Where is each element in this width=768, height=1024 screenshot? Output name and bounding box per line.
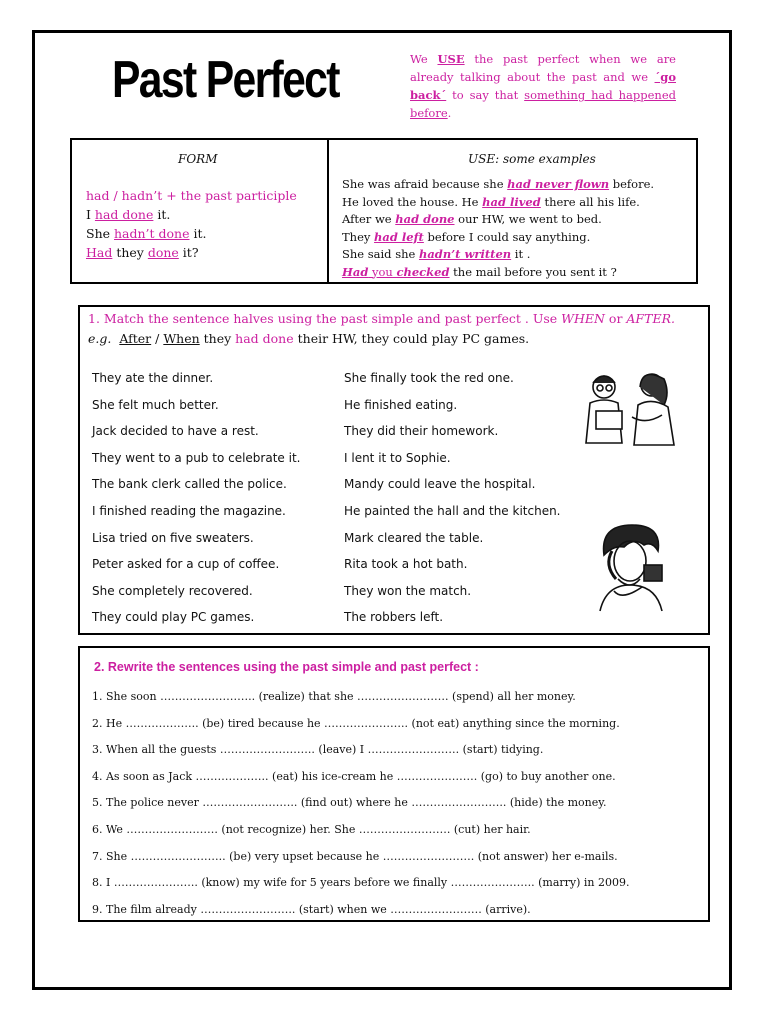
list-item: They won the match. [344,583,472,598]
list-item: I finished reading the magazine. [92,503,286,518]
list-item: She completely recovered. [92,583,253,598]
list-item: 8. I ………………….. (know) my wife for 5 years before we finally ………………….. (marry) in 2009. [92,876,630,890]
list-item: They could play PC games. [92,610,255,625]
use-example: They had left before I could say anything. [342,229,591,244]
list-item: She finally took the red one. [344,371,514,385]
exercise-2-title: 2. Rewrite the sentences using the past simple and past perfect : [94,660,479,674]
list-item: Rita took a hot bath. [344,557,468,572]
page-title: Past Perfect [112,51,339,109]
use-example: After we had done our HW, we went to bed. [342,212,602,226]
list-item: He finished eating. [344,397,458,412]
list-item: 7. She …………………….. (be) very upset because he ……………………. (not answer) her e-mails. [92,849,618,863]
form-heading: FORM [178,152,218,166]
list-item: 9. The film already …………………….. (start) when we ……………………. (arrive). [92,902,531,916]
list-item: Mandy could leave the hospital. [344,477,536,492]
form-example: She hadn’t done it. [86,226,207,241]
right-halves [344,365,561,631]
list-item: Lisa tried on five sweaters. [92,530,254,545]
intro-something: something had happened before [410,88,676,120]
exercise-1-title: 1. Match the sentence halves using the past simple and past perfect . Use WHEN or AFTER. [88,311,675,326]
intro-text-part: to say that [446,88,525,102]
form-example: Had they done it? [86,245,199,260]
intro-use: USE [437,52,465,66]
list-item: Peter asked for a cup of coffee. [92,557,280,572]
form-rules [86,186,297,262]
list-item: They did their homework. [344,424,499,439]
use-example: She was afraid because she had never flown before. [342,177,655,191]
list-item: 1. She soon …………………….. (realize) that she ……………………. (spend) all her money. [92,690,576,703]
woman-on-phone-clipart [590,521,678,613]
list-item: They ate the dinner. [92,371,214,385]
intro-text-part: . [447,106,452,120]
intro-text-part: We [410,52,438,66]
form-example: I had done it. [86,207,171,222]
use-heading: USE: some examples [468,152,596,166]
list-item: 2. He ……………….. (be) tired because he ………………….. (not eat) anything since the morning. [92,716,620,730]
list-item: 3. When all the guests …………………….. (leave) I ……………………. (start) tidying. [92,743,544,757]
exercise-1-box [78,305,710,635]
use-example: Had you checked the mail before you sent it ? [342,264,617,279]
list-item: Mark cleared the table. [344,530,484,545]
use-example: He loved the house. He had lived there all his life. [342,194,640,209]
list-item: Jack decided to have a rest. [92,424,259,439]
list-item: 4. As soon as Jack ……………….. (eat) his ice-cream he …………………. (go) to buy another one. [92,769,616,783]
list-item: The robbers left. [344,610,444,625]
exercise-2-sentences [92,684,630,923]
column-divider [327,140,329,282]
list-item: 5. The police never …………………….. (find out) where he …………………….. (hide) the money. [92,796,607,810]
intro-text-part: the past perfect when we are already talking about the past and we [410,52,676,84]
exercise-2-box [78,646,710,922]
use-examples [342,176,654,281]
intro-text [410,50,676,122]
list-item: I lent it to Sophie. [344,450,451,465]
exercise-1-example: e.g. After / When they had done their HW, they could play PC games. [88,331,530,346]
list-item: 6. We ……………………. (not recognize) her. She ……………………. (cut) her hair. [92,822,531,836]
list-item: They went to a pub to celebrate it. [92,450,301,465]
form-rule: had / hadn’t + the past participle [86,188,297,203]
form-use-box [70,138,698,284]
list-item: The bank clerk called the police. [92,477,287,492]
couple-reading-clipart [576,367,688,447]
intro-go-back: ´go back´ [410,70,676,102]
list-item: She felt much better. [92,397,219,412]
left-halves [92,365,300,631]
use-example: She said she hadn’t written it . [342,247,531,261]
list-item: He painted the hall and the kitchen. [344,503,561,518]
